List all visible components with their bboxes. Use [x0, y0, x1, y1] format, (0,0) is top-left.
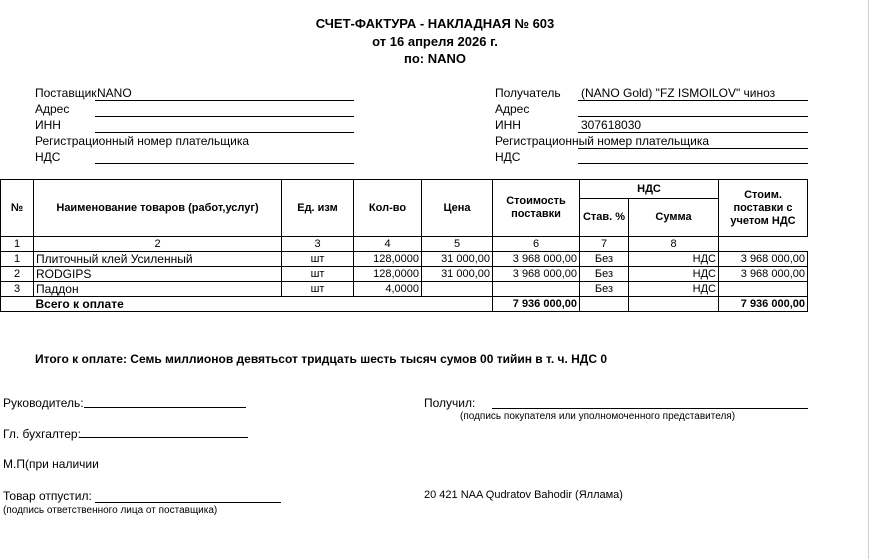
supplier-inn-label: ИНН [35, 118, 61, 132]
recipient-address-line [578, 116, 808, 117]
supplier-name-line [95, 100, 354, 101]
total-row [1, 297, 808, 312]
row-total: 3 968 000,00 [719, 267, 808, 282]
row-unit: шт [282, 252, 354, 267]
table-row [1, 282, 808, 297]
supplier-address-line [95, 116, 354, 117]
col-number: 7 [580, 237, 629, 252]
recipient-reg-line [578, 148, 808, 149]
row-name: Паддон [34, 282, 282, 297]
page-edge [868, 0, 869, 559]
received-label: Получил: [424, 396, 476, 410]
col-number: 3 [282, 237, 354, 252]
accountant-label: Гл. бухгалтер: [3, 427, 81, 441]
supplier-label: Поставщик [35, 86, 97, 100]
recipient-address-label: Адрес [495, 102, 530, 116]
table-row [1, 252, 808, 267]
recipient-name-line [578, 100, 808, 101]
row-name: Плиточный клей Усиленный [34, 252, 282, 267]
invoice-table [0, 179, 808, 312]
row-cost: 3 968 000,00 [493, 267, 580, 282]
table-row [1, 267, 808, 282]
header-total: Стоим. поставки с учетом НДС [719, 180, 808, 237]
row-price [422, 282, 493, 297]
total-cost: 7 936 000,00 [493, 297, 580, 312]
supplier-nds-label: НДС [35, 150, 61, 164]
recipient-name: (NANO Gold) "FZ ISMOILOV" чиноз [581, 86, 776, 100]
supplier-address-label: Адрес [35, 102, 70, 116]
col-number: 8 [629, 237, 719, 252]
row-vat-sum: НДС [629, 267, 719, 282]
row-no: 1 [1, 252, 34, 267]
recipient-inn-line [578, 132, 808, 133]
row-name: RODGIPS [34, 267, 282, 282]
released-note: (подпись ответственного лица от поставщика) [3, 505, 218, 516]
row-qty: 128,0000 [354, 267, 422, 282]
header-cost: Стоимость поставки [493, 180, 580, 237]
director-label: Руководитель: [3, 396, 84, 410]
row-vat-rate: Без [580, 282, 629, 297]
row-qty: 4,0000 [354, 282, 422, 297]
row-no: 2 [1, 267, 34, 282]
supplier-name: NANO [97, 86, 132, 100]
col-number: 1 [1, 237, 34, 252]
agent-name: 20 421 NAA Qudratov Bahodir (Яллама) [424, 489, 623, 501]
accountant-sign-line [79, 437, 248, 438]
row-vat-sum: НДС [629, 252, 719, 267]
recipient-nds-label: НДС [495, 150, 521, 164]
header-qty: Кол-во [354, 180, 422, 237]
row-price: 31 000,00 [422, 252, 493, 267]
row-vat-rate: Без [580, 267, 629, 282]
recipient-inn-label: ИНН [495, 118, 521, 132]
invoice-date: от 16 апреля 2026 г. [372, 34, 498, 49]
received-note: (подпись покупателя или уполномоченного представителя) [460, 411, 736, 422]
stamp-label: М.П(при наличии [3, 457, 99, 471]
col-number: 4 [354, 237, 422, 252]
invoice-title: СЧЕТ-ФАКТУРА - НАКЛАДНАЯ № 603 [315, 16, 555, 31]
row-cost: 3 968 000,00 [493, 252, 580, 267]
column-numbers-row [1, 237, 808, 252]
recipient-reg-label: Регистрационный номер плательщика [495, 134, 710, 148]
row-unit: шт [282, 267, 354, 282]
recipient-label: Получатель [495, 86, 561, 100]
row-unit: шт [282, 282, 354, 297]
row-total [719, 282, 808, 297]
invoice-to: по: NANO [403, 51, 466, 66]
header-no: № [1, 180, 34, 237]
header-vat: НДС [580, 180, 719, 199]
header-price: Цена [422, 180, 493, 237]
row-price: 31 000,00 [422, 267, 493, 282]
row-no: 3 [1, 282, 34, 297]
recipient-nds-line [578, 163, 808, 164]
row-cost [493, 282, 580, 297]
total-label: Всего к оплате [34, 297, 493, 312]
header-unit: Ед. изм [282, 180, 354, 237]
header-name: Наименование товаров (работ,услуг) [34, 180, 282, 237]
director-sign-line [84, 407, 246, 408]
row-vat-rate: Без [580, 252, 629, 267]
col-number: 6 [493, 237, 580, 252]
released-label: Товар отпустил: [3, 489, 92, 503]
received-sign-line [492, 408, 808, 409]
row-qty: 128,0000 [354, 252, 422, 267]
released-sign-line [95, 502, 281, 503]
col-number: 2 [34, 237, 282, 252]
supplier-reg-label: Регистрационный номер плательщика [35, 134, 250, 148]
col-number: 5 [422, 237, 493, 252]
row-vat-sum: НДС [629, 282, 719, 297]
supplier-inn-line [95, 132, 354, 133]
total-with-vat: 7 936 000,00 [719, 297, 808, 312]
summary-text: Итого к оплате: Семь миллионов девятьсот тридцать шесть тысяч сумов 00 тийин в т. ч. НДС 0 [35, 352, 608, 366]
supplier-nds-line [95, 163, 354, 164]
row-total: 3 968 000,00 [719, 252, 808, 267]
header-vat-sum: Сумма [629, 199, 719, 237]
recipient-inn: 307618030 [581, 118, 642, 132]
header-vat-rate: Став. % [580, 199, 629, 237]
